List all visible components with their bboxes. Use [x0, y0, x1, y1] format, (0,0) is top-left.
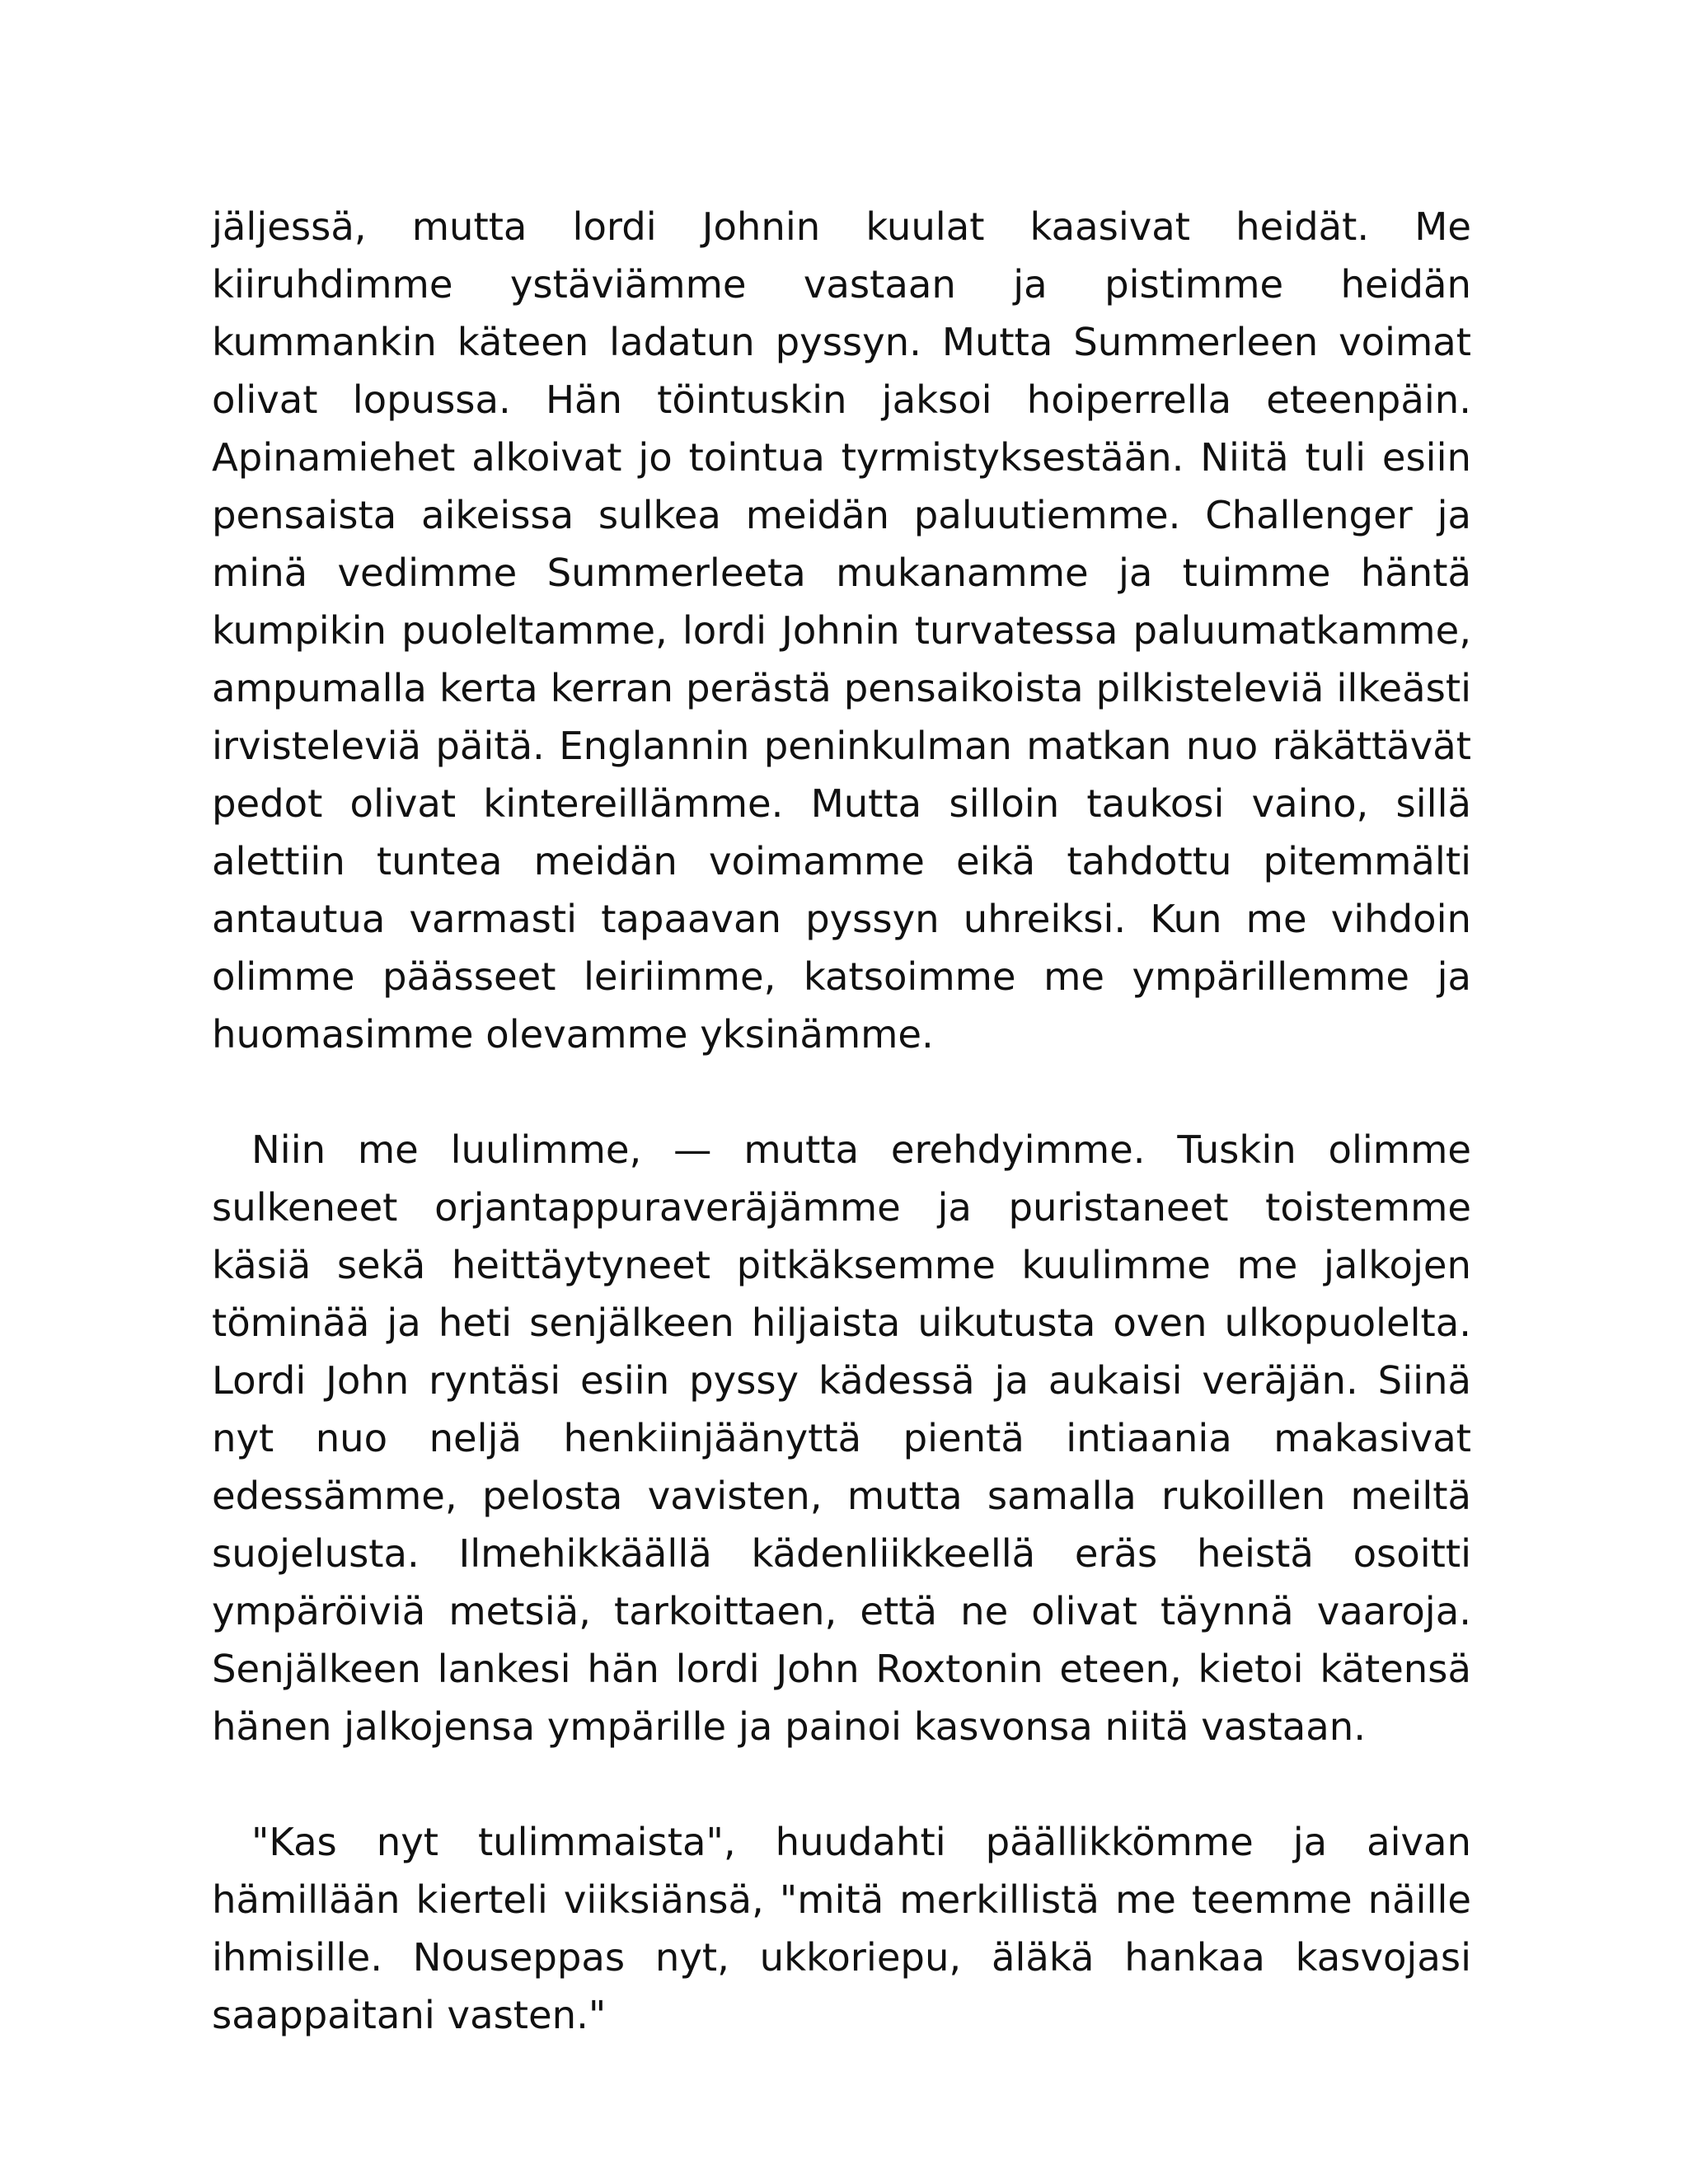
paragraph-3: "Kas nyt tulimmaista", huudahti päällikkömme ja aivan hämillään kierteli viiksiänsä, "mitä merkillistä me teemme näille ihmisille. Nouseppas nyt, ukkoriepu, äläkä hankaa kasvojasi saappaitani vasten." — [212, 1820, 1471, 2037]
paragraph-1: jäljessä, mutta lordi Johnin kuulat kaasivat heidät. Me kiiruhdimme ystäviämme vastaan ja pistimme heidän kummankin käteen ladatun pyssyn. Mutta Summerleen voimat olivat lopussa. Hän töintuskin jaksoi hoiperrella eteenpäin. Apinamiehet alkoivat jo tointua tyrmistyksestään. Niitä tuli esiin pensaista aikeissa sulkea meidän paluutiemme. Challenger ja minä vedimme Summerleeta mukanamme ja tuimme häntä kumpikin puoleltamme, lordi Johnin turvatessa paluumatkamme, ampumalla kerta kerran perästä pensaikoista pilkisteleviä ilkeästi irvisteleviä päitä. Englannin peninkulman matkan nuo räkättävät pedot olivat kintereillämme. Mutta silloin taukosi vaino, sillä alettiin tuntea meidän voimamme eikä tahdottu pitemmälti antautua varmasti tapaavan pyssyn uhreiksi. Kun me vihdoin olimme päässeet leiriimme, katsoimme me ympärillemme ja huomasimme olevamme yksinämme. — [212, 204, 1471, 1057]
paragraph-2: Niin me luulimme, — mutta erehdyimme. Tuskin olimme sulkeneet orjantappuraveräjämme ja puristaneet toistemme käsiä sekä heittäytyneet pitkäksemme kuulimme me jalkojen töminää ja heti senjälkeen hiljaista uikutusta oven ulkopuolelta. Lordi John ryntäsi esiin pyssy kädessä ja aukaisi veräjän. Siinä nyt nuo neljä henkiinjäänyttä pientä intiaania makasivat edessämme, pelosta vavisten, mutta samalla rukoillen meiltä suojelusta. Ilmehikkäällä kädenliikkeellä eräs heistä osoitti ympäröiviä metsiä, tarkoittaen, että ne olivat täynnä vaaroja. Senjälkeen lankesi hän lordi John Roxtonin eteen, kietoi kätensä hänen jalkojensa ympärille ja painoi kasvonsa niitä vastaan. — [212, 1127, 1471, 1749]
document-page — [212, 198, 1471, 2044]
